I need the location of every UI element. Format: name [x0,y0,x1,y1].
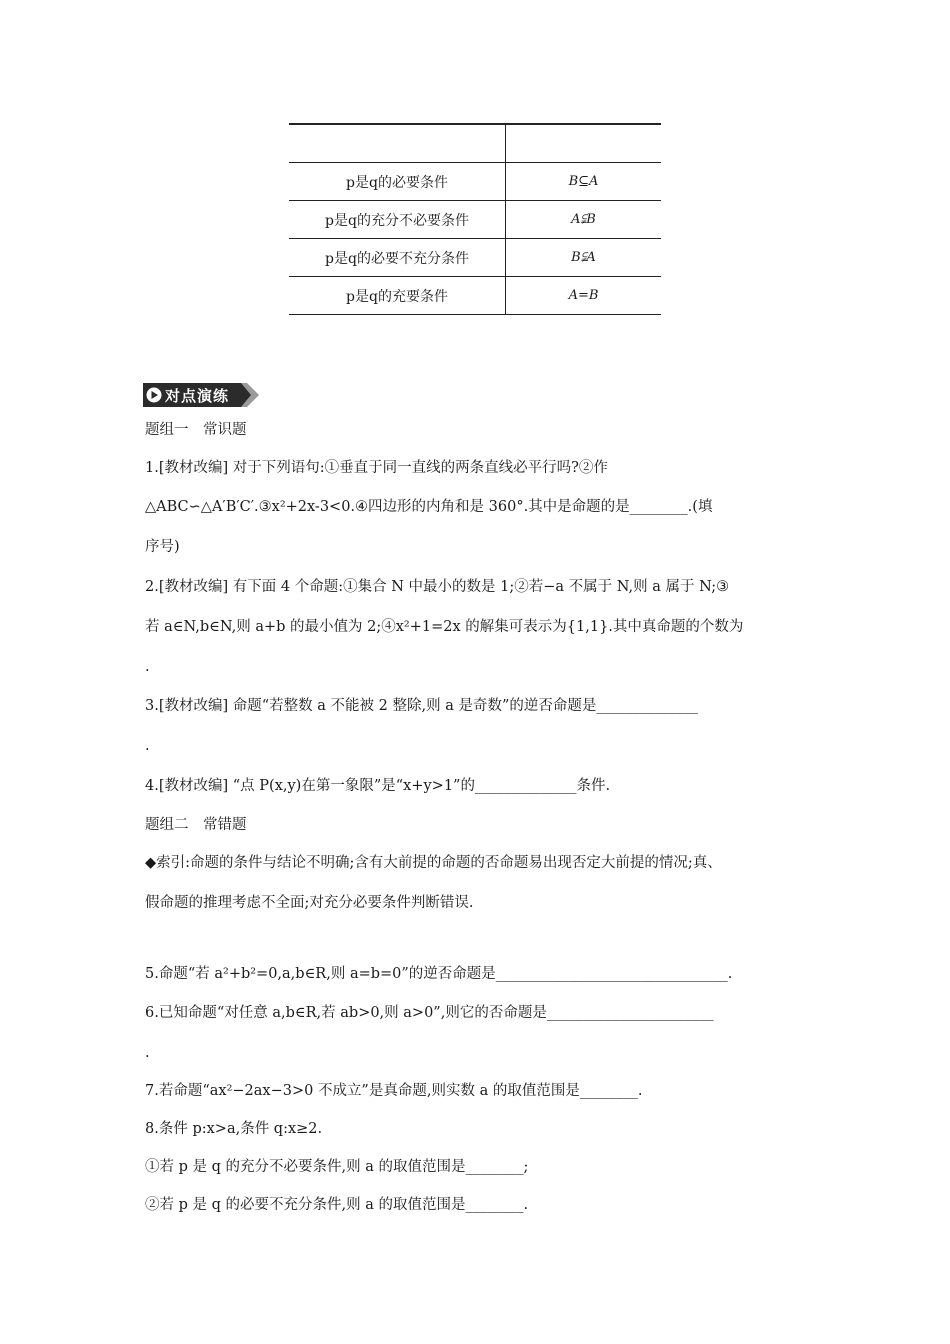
question-2-line-1: 2.[教材改编] 有下面 4 个命题:①集合 N 中最小的数是 1;②若−a 不属于 N,则 a 属于 N;③ [145,579,730,595]
question-8-line-2: ①若 p 是 q 的充分不必要条件,则 a 的取值范围是________; [145,1159,529,1175]
question-6-line-2: . [145,1045,150,1061]
question-2-line-3: . [145,659,150,675]
table-cell-condition: p是q的充要条件 [289,277,506,315]
table-cell-condition: p是q的必要条件 [289,163,506,201]
index-line-1: ◆索引:命题的条件与结论不明确;含有大前提的命题的否命题易出现否定大前提的情况;真、 [145,855,722,871]
question-1-line-3: 序号) [145,539,180,555]
table-cell-condition: p是q的必要不充分条件 [289,239,506,277]
table-row [289,163,661,201]
question-3-line-2: . [145,738,150,754]
question-1-line-2: △ABC∽△A′B′C′.③x²+2x-3<0.④四边形的内角和是 360°.其中是命题的是________.(填 [145,499,713,515]
table-row [289,239,661,277]
banner-label: 对点演练 [165,387,230,405]
index-line-2: 假命题的推理考虑不全面;对充分必要条件判断错误. [145,895,474,911]
condition-table [289,123,661,315]
question-8-line-1: 8.条件 p:x>a,条件 q:x≥2. [145,1121,323,1137]
table-header-cell [506,124,662,163]
table-cell-relation: B⫋A [506,239,662,277]
table-row [289,201,661,239]
section-banner [143,383,259,407]
table-cell-condition: p是q的充分不必要条件 [289,201,506,239]
question-1-line-1: 1.[教材改编] 对于下列语句:①垂直于同一直线的两条直线必平行吗?②作 [145,460,608,476]
question-6-line-1: 6.已知命题“对任意 a,b∈R,若 ab>0,则 a>0”,则它的否命题是_______________________ [145,1005,714,1021]
question-8-line-3: ②若 p 是 q 的必要不充分条件,则 a 的取值范围是________. [145,1197,529,1213]
question-3-line-1: 3.[教材改编] 命题“若整数 a 不能被 2 整除,则 a 是奇数”的逆否命题是______________ [145,698,698,714]
table-cell-relation: A⫋B [506,201,662,239]
table-header-row [289,124,661,163]
question-2-line-2: 若 a∈N,b∈N,则 a+b 的最小值为 2;④x²+1=2x 的解集可表示为{1,1}.其中真命题的个数为 [145,619,744,635]
question-5-line-1: 5.命题“若 a²+b²=0,a,b∈R,则 a=b=0”的逆否命题是________________________________. [145,966,733,982]
table-cell-relation: A=B [506,277,662,315]
table-header-cell [289,124,506,163]
group2-title: 题组二 常错题 [145,817,247,833]
question-7-line-1: 7.若命题“ax²−2ax−3>0 不成立”是真命题,则实数 a 的取值范围是________. [145,1083,643,1099]
table-row [289,277,661,315]
table-cell-relation: B⊆A [506,163,662,201]
question-4-line-1: 4.[教材改编] “点 P(x,y)在第一象限”是“x+y>1”的______________条件. [145,778,611,794]
group1-title: 题组一 常识题 [145,422,247,438]
